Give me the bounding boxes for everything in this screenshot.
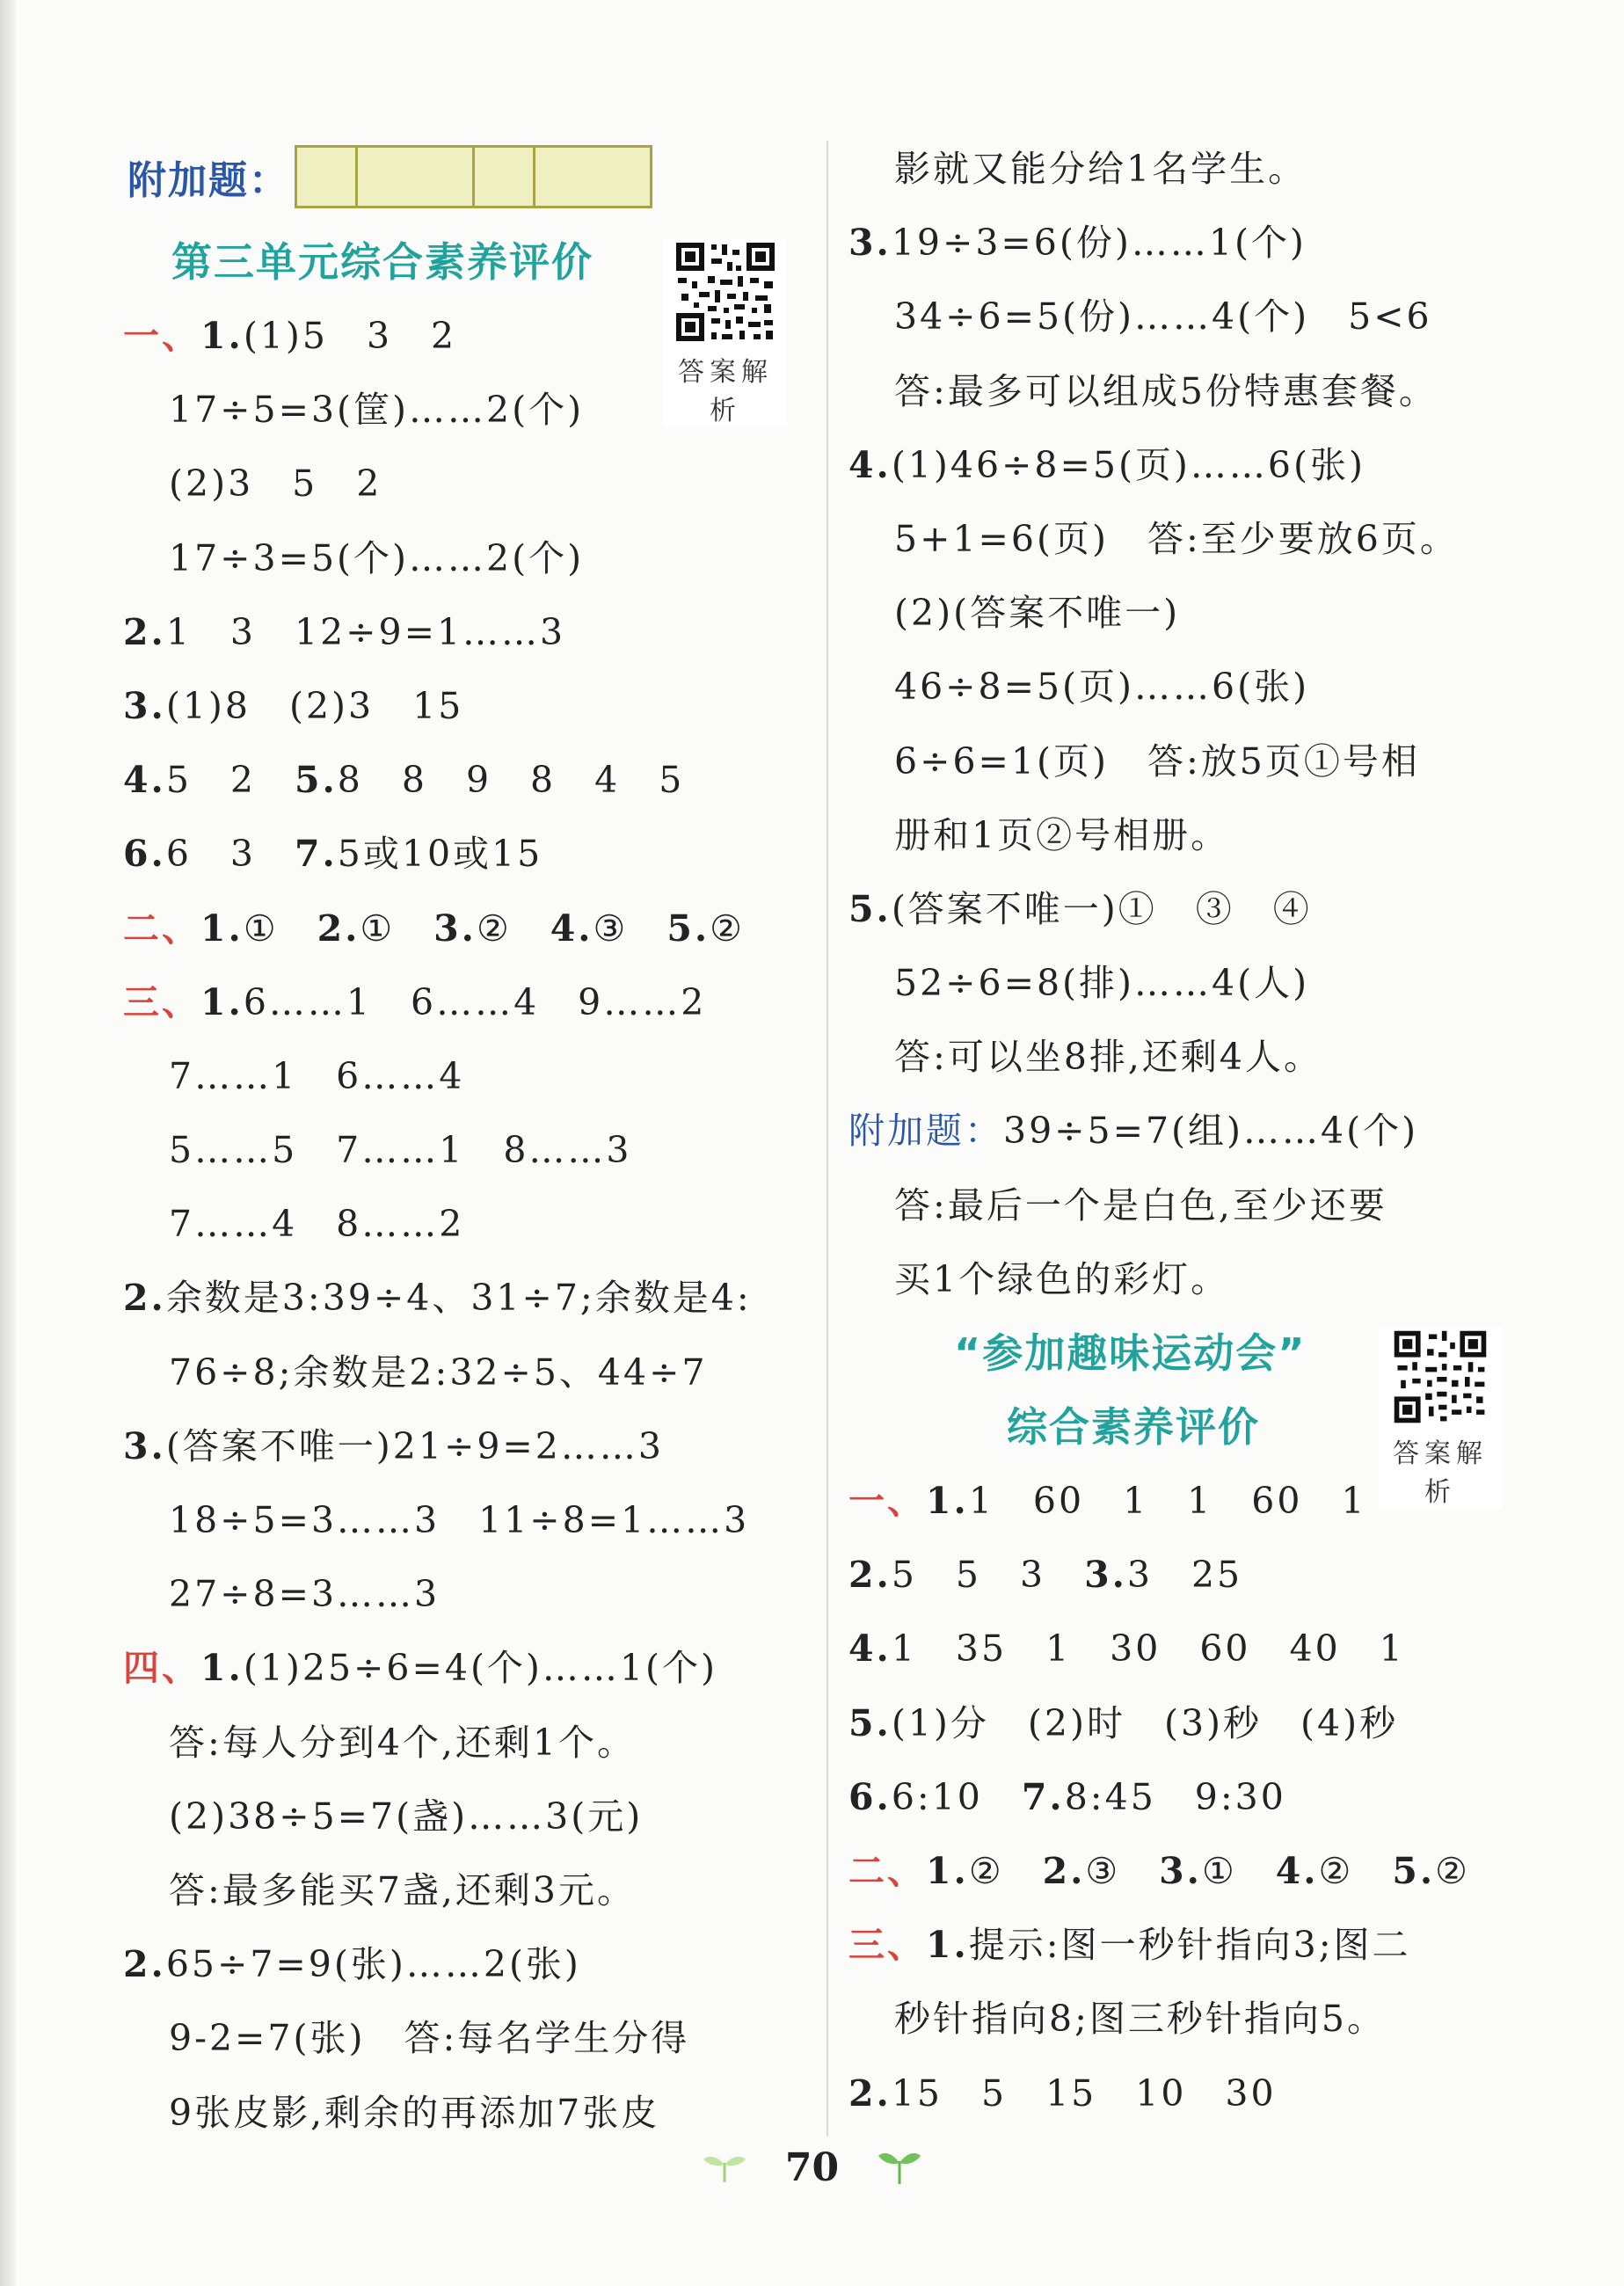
answer-text: 9-2=7(张) 答:每名学生分得: [169, 2017, 690, 2060]
extra-question-label: 附加题：: [127, 158, 289, 203]
question-number: 2.: [317, 906, 360, 950]
question-number: 6.: [848, 1775, 892, 1818]
answer-line: [123, 1187, 818, 1261]
answer-line: [848, 2057, 1517, 2130]
answer-text: 15 5 15 10 30: [891, 2071, 1277, 2115]
answer-text: 46÷8=5(页)……6(张): [894, 666, 1310, 709]
answer-line: [848, 650, 1517, 724]
extra-answer-text: 39÷5=7(组)……4(个): [1003, 1110, 1419, 1153]
qr-code-icon: [673, 239, 778, 345]
answer-text: 1 35 1 30 60 40 1: [891, 1627, 1405, 1671]
answer-text: 6:10: [891, 1775, 1022, 1818]
answer-line: [848, 280, 1517, 353]
answer-text: 答:最多可以组成5份特惠套餐。: [894, 369, 1438, 412]
answer-line: [123, 1557, 818, 1631]
extra-question-answer-box: [127, 145, 652, 208]
answer-text: (1)46÷8=5(页)……6(张): [891, 443, 1366, 486]
question-number: 7.: [1021, 1775, 1065, 1818]
answer-text: 5或10或15: [337, 833, 543, 876]
extra-answer-line: 答:最后一个是白色,至少还要: [894, 1183, 1387, 1227]
question-number: 1.: [926, 1849, 969, 1892]
answer-line: [123, 1927, 818, 2001]
answer-line: [123, 669, 818, 743]
page-footer: [0, 2145, 1624, 2190]
answer-text: 3 25: [1126, 1554, 1243, 1597]
left-column: [123, 225, 818, 2150]
question-number: 3.: [123, 684, 166, 727]
answer-line: [848, 1538, 1517, 1612]
left-answer-lines: [123, 299, 818, 2150]
answer-line: [848, 872, 1517, 946]
question-number: 2.: [848, 2071, 892, 2115]
question-number: 7.: [294, 833, 338, 876]
answer-line: [848, 1612, 1517, 1685]
answer-text: 秒针指向8;图三秒针指向5。: [894, 1998, 1386, 2041]
answer-line: [848, 502, 1517, 576]
answer-text: (2)38÷5=7(盏)……3(元): [169, 1795, 644, 1838]
question-number: 2.: [848, 1554, 892, 1597]
question-number: 1.: [200, 315, 244, 357]
answer-line: [123, 2001, 818, 2075]
answer-text: ②: [968, 1849, 1043, 1892]
question-number: 5.: [848, 1701, 892, 1744]
qr-caption: 答案解析: [678, 357, 773, 426]
answer-text: 答:每人分到4个,还剩1个。: [169, 1721, 637, 1764]
answer-text: ③: [1085, 1849, 1160, 1892]
answer-line: [848, 946, 1517, 1020]
answer-box: [358, 148, 475, 206]
question-number: 5.: [1392, 1849, 1436, 1892]
answer-line: [123, 743, 818, 817]
section-number: 三、: [123, 980, 200, 1023]
answer-text: 5……5 7……1 8……3: [169, 1129, 632, 1172]
answer-line: [123, 1261, 818, 1335]
answer-line: [848, 132, 1517, 206]
answer-line: [848, 1908, 1517, 1982]
answer-line: [123, 1039, 818, 1113]
answer-line: [848, 428, 1517, 502]
question-number: 3.: [848, 222, 892, 265]
right-column: [848, 132, 1517, 2130]
answer-text: 65÷7=9(张)……2(张): [165, 1943, 581, 1986]
question-number: 1.: [926, 1480, 969, 1522]
answer-text: 5+1=6(页) 答:至少要放6页。: [894, 517, 1459, 560]
question-number: 3.: [1159, 1849, 1202, 1892]
answer-text: 34÷6=5(份)……4(个) 5<6: [894, 295, 1432, 339]
answer-text: (1)分 (2)时 (3)秒 (4)秒: [891, 1701, 1399, 1744]
answer-text: (1)8 (2)3 15: [165, 684, 464, 727]
answer-text: 提示:图一秒针指向3;图二: [968, 1924, 1411, 1967]
question-number: 1.: [200, 906, 244, 950]
right-answer-lines-bottom: [848, 1464, 1517, 2130]
answer-text: ①: [243, 906, 317, 950]
answer-text: 余数是3:39÷4、31÷7;余数是4:: [165, 1277, 752, 1320]
section-number: 四、: [123, 1647, 200, 1690]
answer-text: 19÷3=6(份)……1(个): [891, 222, 1307, 265]
answer-text: ③: [593, 906, 667, 950]
answer-text: 册和1页②号相册。: [894, 813, 1230, 856]
answer-line: [123, 595, 818, 669]
answer-line: [123, 1853, 818, 1927]
page-number: 70: [784, 2145, 840, 2190]
sprout-icon: [875, 2147, 924, 2189]
question-number: 6.: [123, 833, 166, 876]
answer-text: 18÷5=3……3 11÷8=1……3: [169, 1499, 750, 1541]
question-number: 5.: [294, 759, 338, 802]
section-number: 三、: [848, 1924, 926, 1967]
section-heading-sports: “参加趣味运动会”: [954, 1329, 1307, 1377]
question-number: 4.: [123, 759, 166, 802]
answer-line: [123, 1780, 818, 1853]
answer-text: (答案不唯一)① ③ ④: [891, 887, 1312, 930]
answer-line: [848, 1760, 1517, 1834]
answer-text: ②: [1318, 1849, 1393, 1892]
answer-boxes: [295, 145, 652, 208]
answer-text: 5 2: [165, 759, 295, 802]
section-number: 一、: [848, 1480, 926, 1522]
answer-text: 6 3: [165, 833, 295, 876]
answer-text: 27÷8=3……3: [169, 1573, 441, 1616]
column-divider: [827, 141, 828, 2137]
answer-line: [123, 965, 818, 1039]
question-number: 3.: [1084, 1554, 1127, 1597]
answer-text: 1 3 12÷9=1……3: [165, 610, 566, 653]
answer-line: [123, 2076, 818, 2150]
answer-text: (1)25÷6=4(个)……1(个): [243, 1647, 718, 1690]
answer-line: [123, 1483, 818, 1557]
extra-question-answer: [848, 1094, 1517, 1168]
question-number: 3.: [123, 1424, 166, 1467]
section-number: 二、: [123, 906, 200, 950]
answer-line: [848, 1020, 1517, 1094]
question-number: 1.: [200, 980, 244, 1023]
section-number: 二、: [848, 1849, 926, 1892]
question-number: 5.: [848, 887, 892, 930]
answer-text: 52÷6=8(排)……4(人): [894, 962, 1310, 1005]
question-number: 2.: [123, 610, 166, 653]
answer-text: ②: [1435, 1849, 1470, 1892]
answer-box: [535, 148, 650, 206]
answer-text: 5 5 3: [891, 1554, 1085, 1597]
question-number: 4.: [848, 1627, 892, 1671]
answer-text: (答案不唯一)21÷9=2……3: [165, 1424, 664, 1467]
answer-line: [848, 354, 1517, 428]
right-answer-lines-top: [848, 132, 1517, 1094]
answer-text: 17÷3=5(个)……2(个): [169, 536, 585, 579]
answer-text: ②: [710, 906, 745, 950]
answer-line: [123, 1409, 818, 1483]
answer-text: 6……1 6……4 9……2: [243, 980, 707, 1023]
answer-text: 答:最多能买7盏,还剩3元。: [169, 1868, 637, 1911]
answer-text: 17÷5=3(筐)……2(个): [169, 389, 585, 432]
question-number: 4.: [550, 906, 594, 950]
answer-text: 7……1 6……4: [169, 1054, 465, 1097]
answer-text: 答:可以坐8排,还剩4人。: [894, 1036, 1323, 1079]
question-number: 1.: [200, 1647, 244, 1690]
answer-text: 影就又能分给1名学生。: [894, 148, 1307, 190]
answer-box: [297, 148, 358, 206]
answer-line: [123, 447, 818, 521]
answer-line: [123, 521, 818, 595]
question-number: 2.: [123, 1943, 166, 1986]
answer-line: [123, 892, 818, 965]
answer-line: [848, 1982, 1517, 2056]
section-heading-sports-sub: 综合素养评价: [1007, 1403, 1260, 1451]
qr-code-left[interactable]: [664, 239, 787, 427]
question-number: 4.: [1275, 1849, 1319, 1892]
question-number: 3.: [433, 906, 477, 950]
answer-text: 7……4 8……2: [169, 1203, 465, 1246]
answer-line: [123, 1336, 818, 1409]
answer-text: 8 8 9 8 4 5: [337, 759, 685, 802]
answer-text: 6÷6=1(页) 答:放5页①号相: [894, 739, 1420, 783]
extra-answer-line: 买1个绿色的彩灯。: [894, 1257, 1230, 1300]
section-number: 一、: [123, 315, 200, 357]
qr-code-icon: [1391, 1328, 1489, 1426]
answer-line: [123, 1113, 818, 1187]
question-number: 2.: [1042, 1849, 1086, 1892]
answer-line: [123, 817, 818, 891]
answer-line: [123, 1631, 818, 1705]
answer-text: ①: [1201, 1849, 1276, 1892]
answer-text: 76÷8;余数是2:32÷5、44÷7: [169, 1350, 708, 1394]
extra-question-label: 附加题：: [848, 1110, 1003, 1153]
answer-text: ②: [476, 906, 550, 950]
answer-text: (2)(答案不唯一): [894, 592, 1181, 635]
sprout-icon: [700, 2149, 749, 2188]
question-number: 2.: [123, 1277, 166, 1320]
answer-line: [848, 724, 1517, 798]
answer-text: (2)3 5 2: [169, 462, 382, 506]
answer-line: [848, 576, 1517, 650]
question-number: 1.: [926, 1924, 969, 1967]
answer-text: 8:45 9:30: [1064, 1775, 1286, 1818]
answer-text: 1 60 1 1 60 1: [968, 1480, 1367, 1522]
answer-box: [475, 148, 535, 206]
answer-line: [123, 1706, 818, 1780]
answer-line: [848, 1686, 1517, 1760]
qr-code-right[interactable]: [1379, 1328, 1502, 1509]
qr-caption: 答案解析: [1393, 1438, 1488, 1508]
answer-text: (1)5 3 2: [243, 315, 457, 357]
answer-line: [848, 206, 1517, 280]
section-heading-unit3: 第三单元综合素养评价: [171, 238, 594, 286]
question-number: 5.: [666, 906, 710, 950]
answer-text: 9张皮影,剩余的再添加7张皮: [169, 2091, 660, 2134]
question-number: 4.: [848, 443, 892, 486]
page-edge: [0, 0, 16, 2286]
answer-text: ①: [360, 906, 434, 950]
answer-line: [848, 1834, 1517, 1908]
answer-line: [848, 798, 1517, 872]
